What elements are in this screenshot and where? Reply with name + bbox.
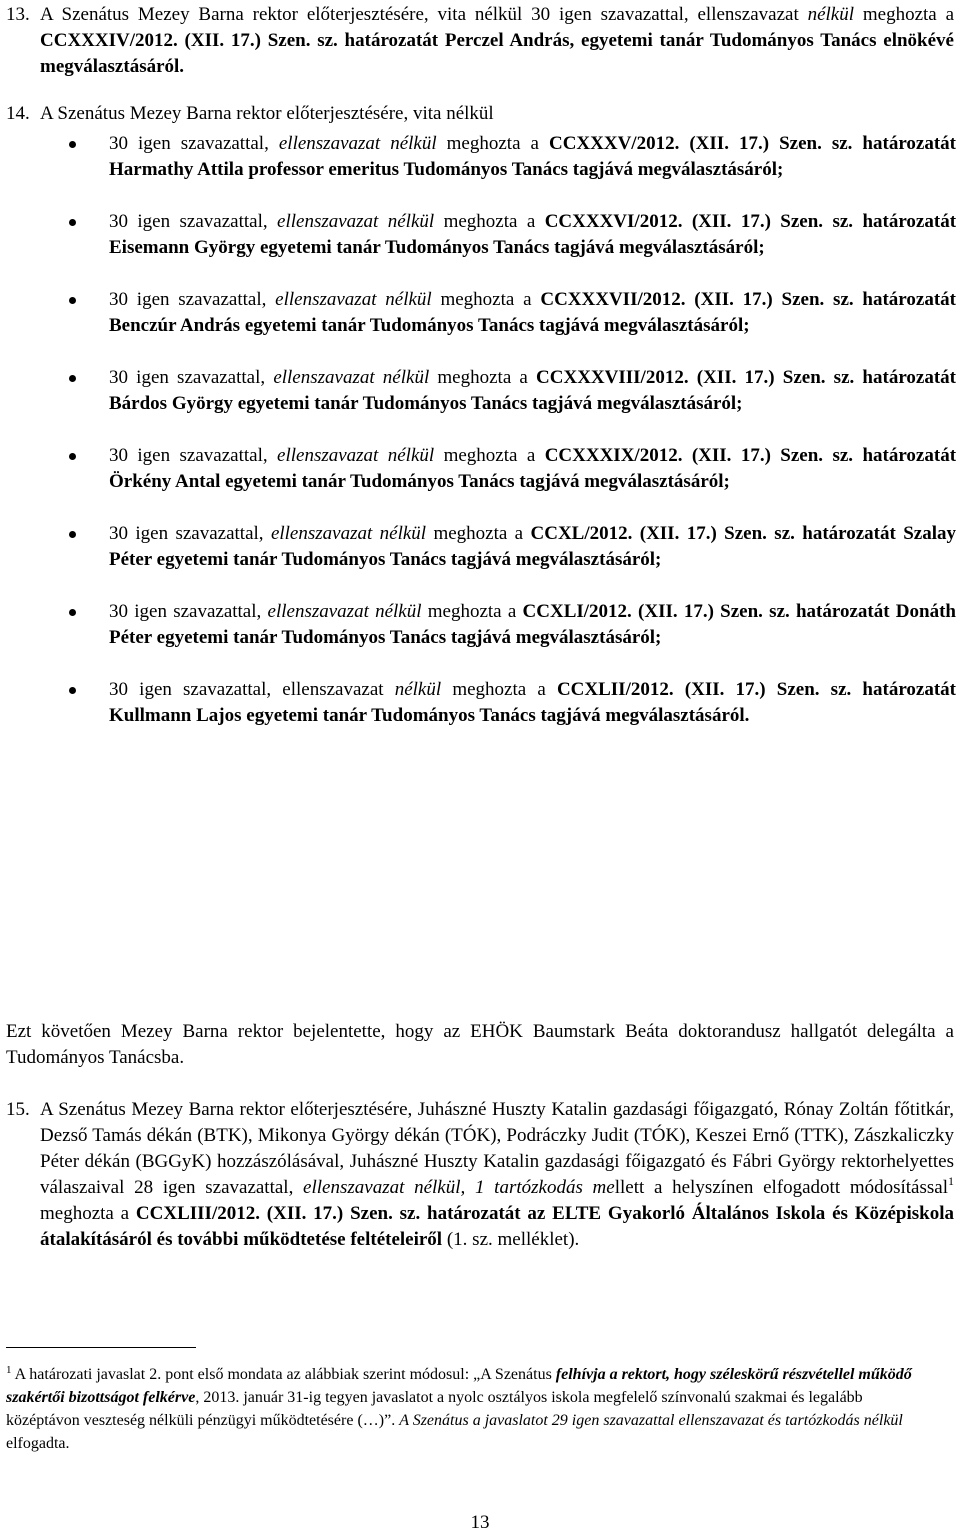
footnote-ref[interactable]: 1 [948, 1174, 954, 1188]
footnote-mark: 1 [6, 1364, 12, 1376]
announcement-paragraph: Ezt követően Mezey Barna rektor bejelentette, hogy az EHÖK Baumstark Beáta doktorandusz hallgatót delegálta a Tudományos Tanácsba. [6, 1021, 954, 1068]
item-13 [6, 2, 954, 80]
bullet-icon [69, 687, 76, 694]
bullet-icon [69, 531, 76, 538]
item-14 [6, 101, 954, 127]
bullet-icon [69, 141, 76, 148]
list-item: 30 igen szavazattal, ellenszavazat nélkül meghozta a CCXL/2012. (XII. 17.) Szen. sz. határozatát Szalay Péter egyetemi tanár Tudományos Tanács tagjává megválasztásáról; [69, 521, 956, 573]
item-14-text: A Szenátus Mezey Barna rektor előterjesztésére, vita nélkül [40, 103, 494, 124]
bullet-icon [69, 453, 76, 460]
list-item: 30 igen szavazattal, ellenszavazat nélkül meghozta a CCXXXVIII/2012. (XII. 17.) Szen. sz. határozatát Bárdos György egyetemi tanár Tudományos Tanács tagjává megválasztásáról; [69, 365, 956, 417]
item-13-text: A Szenátus Mezey Barna rektor előterjesztésére, vita nélkül 30 igen szavazattal, ellenszavazat nélkül meghozta a CCXXXIV/2012. (XII. 17.) Szen. sz. határozatát Perczel András, egyetemi tanár Tudományos Tanács elnökévé megválasztásáról. [40, 4, 954, 77]
resolution-list [69, 131, 956, 729]
item-15-text: A Szenátus Mezey Barna rektor előterjesztésére, Juhászné Huszty Katalin gazdasági főigazgató, Rónay Zoltán főtitkár, Dezső Tamás dékán (BTK), Mikonya György dékán (TÓK), Podráczky Judit (TÓK), Keszei Ernő (TTK), Zászkaliczky Péter dékán (BGGyK) hozzászólásával, Juhászné Huszty Katalin gazdasági főigazgató és Fábri György rektorhelyettes válaszaival 28 igen szavazattal, ellenszavazat nélkül, 1 tartózkodás mellett a helyszínen elfogadott módosítással$^1$ meghozta a CCXLIII/2012. (XII. 17.) Szen. sz. határozatát az ELTE Gyakorló Általános Iskola és Középiskola átalakításáról és további működtetése feltételeiről (1. sz. melléklet). [40, 1099, 954, 1250]
list-item: 30 igen szavazattal, ellenszavazat nélkül meghozta a CCXLI/2012. (XII. 17.) Szen. sz. határozatát Donáth Péter egyetemi tanár Tudományos Tanács tagjává megválasztásáról; [69, 599, 956, 651]
list-item: 30 igen szavazattal, ellenszavazat nélkül meghozta a CCXXXVII/2012. (XII. 17.) Szen. sz. határozatát Benczúr András egyetemi tanár Tudományos Tanács tagjává megválasztásáról; [69, 287, 956, 339]
item-13-number: 13. [6, 4, 30, 25]
item-15 [6, 1097, 954, 1253]
footnote: $^1$ A határozati javaslat 2. pont első mondata az alábbiak szerint módosul: „A Szenátus felhívja a rektort, hogy széleskörű részvétellel működő szakértői bizottságot felkérve, 2013. január 31-ig tegyen javaslatot a nyolc osztályos iskola megfelelő színvonalú szakmai és legalább középtávon veszteség nélküli pénzügyi működtetésére (…)”. A Szenátus a javaslatot 29 igen szavazattal ellenszavazat és tartózkodás nélkül elfogadta. [6, 1364, 912, 1452]
list-item: 30 igen szavazattal, ellenszavazat nélkül meghozta a CCXXXV/2012. (XII. 17.) Szen. sz. határozatát Harmathy Attila professor emeritus Tudományos Tanács tagjává megválasztásáról; [69, 131, 956, 183]
item-14-number: 14. [6, 103, 30, 124]
list-item: 30 igen szavazattal, ellenszavazat nélkül meghozta a CCXLII/2012. (XII. 17.) Szen. sz. határozatát Kullmann Lajos egyetemi tanár Tudományos Tanács tagjává megválasztásáról. [69, 677, 956, 729]
bullet-icon [69, 375, 76, 382]
bullet-icon [69, 219, 76, 226]
item-15-number: 15. [6, 1099, 30, 1120]
footnote-separator [6, 1347, 196, 1348]
list-item: 30 igen szavazattal, ellenszavazat nélkül meghozta a CCXXXIX/2012. (XII. 17.) Szen. sz. határozatát Örkény Antal egyetemi tanár Tudományos Tanács tagjává megválasztásáról; [69, 443, 956, 495]
list-item: 30 igen szavazattal, ellenszavazat nélkül meghozta a CCXXXVI/2012. (XII. 17.) Szen. sz. határozatát Eisemann György egyetemi tanár Tudományos Tanács tagjává megválasztásáról; [69, 209, 956, 261]
bullet-icon [69, 609, 76, 616]
page-number: 13 [470, 1512, 490, 1533]
resolution-ref: CCXXXIV/2012. (XII. 17.) Szen. sz. határozatát Perczel András, egyetemi tanár Tudományos Tanács elnökévé megválasztásáról. [40, 30, 954, 77]
bullet-icon [69, 297, 76, 304]
